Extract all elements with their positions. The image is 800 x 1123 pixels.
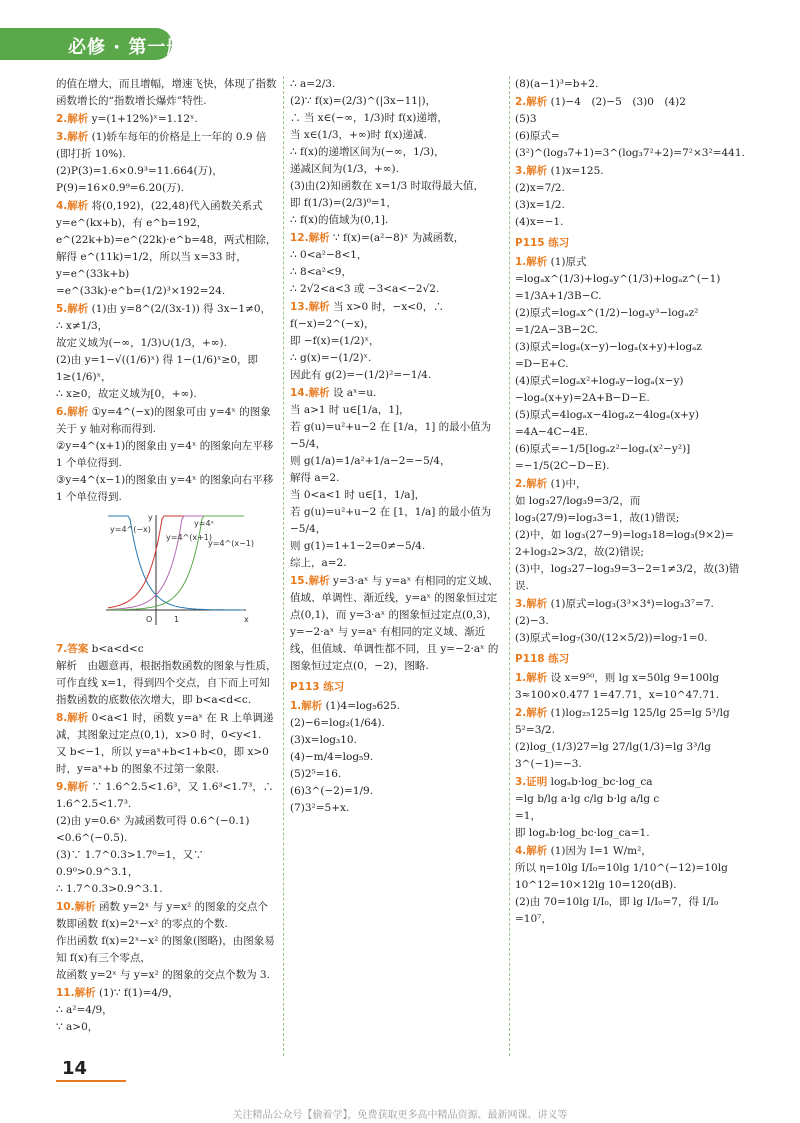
answer-text: (2)原式=logₐx^(1/2)−logₐy³−logₐz² <box>515 307 699 319</box>
answer-line <box>290 281 505 298</box>
answer-text: ∴ x≠1/3， <box>56 320 109 332</box>
answer-line <box>515 476 753 493</box>
answer-line <box>56 369 278 386</box>
answer-text: (1)x=125. <box>550 165 604 177</box>
answer-text: (2)−3. <box>515 615 549 627</box>
item-number: 3.解析 <box>56 131 89 143</box>
answer-text: =1/2A−3B−2C. <box>515 324 598 336</box>
answer-line <box>290 333 505 350</box>
answer-text: (3)x=log₃10. <box>290 734 357 746</box>
answer-text: −5/4， <box>290 523 327 535</box>
answer-line <box>515 613 753 630</box>
answer-line <box>515 163 753 180</box>
answer-text: 若 g(u)=u²+u−2 在 [1/a，1] 的最小值为 <box>290 421 492 433</box>
item-number: 14.解析 <box>290 387 330 399</box>
answer-text: 当 0<a<1 时 u∈[1，1/a]， <box>290 489 426 501</box>
answer-line <box>56 335 278 352</box>
item-number: 11.解析 <box>56 987 96 999</box>
answer-text: ∴ a=2/3. <box>290 78 336 90</box>
answer-text: (4)x=−1. <box>515 216 564 228</box>
answer-line <box>515 860 753 894</box>
answer-text: (2)中，如 log₃(27−9)=log₃18=log₃(9×2)= <box>515 529 734 541</box>
answer-text: 解析 由题意再，根据指数函数的图象与性质，可作直线 x=1，得到四个交点，自下而上可知指数函数的底数依次增大，即 b<a<d<c. <box>56 660 277 706</box>
answer-text: 解得 a=2. <box>290 472 340 484</box>
answer-line <box>515 596 753 613</box>
answer-text: 因此有 g(2)=−(1/2)²=−1/4. <box>290 369 432 381</box>
answer-text: =10⁷， <box>515 913 552 925</box>
answer-line <box>56 76 278 110</box>
answer-text: 即 −f(x)=(1/2)ˣ， <box>290 335 380 347</box>
answer-line <box>56 404 278 438</box>
answer-line <box>56 641 278 658</box>
answer-line <box>290 800 505 817</box>
answer-line <box>515 322 753 339</box>
label-y: y <box>148 513 153 522</box>
section-heading: P113 练习 <box>290 681 345 693</box>
answer-line <box>515 774 753 791</box>
answer-line <box>290 453 505 470</box>
answer-entry <box>515 670 753 704</box>
label-x: x <box>244 615 249 624</box>
answer-text: 若 g(u)=u²+u−2 在 [1，1/a] 的最小值为 <box>290 506 492 518</box>
answer-line <box>515 561 753 595</box>
item-number: 9.解析 <box>56 781 89 793</box>
answer-text: (4)原式=logₐx²+logₐy−logₐ(x−y)−logₐ(x+y)=2A+B−D−E. <box>515 375 684 404</box>
answer-line <box>290 470 505 487</box>
answer-entry <box>290 698 505 817</box>
answer-line <box>56 779 278 813</box>
book-title: 必修 · 第一册 <box>68 37 186 58</box>
answer-text: (1)由 y=8^(2/(3x-1)) 得 3x−1≠0， <box>91 303 272 315</box>
answer-line <box>290 195 505 212</box>
label-4-x: y=4ˣ <box>194 519 215 528</box>
answer-line <box>56 847 278 881</box>
answer-line <box>56 881 278 898</box>
answer-text: (1)中， <box>550 478 587 490</box>
answer-line <box>515 441 753 458</box>
answer-text: 则 g(1/a)=1/a²+1/a−2=−5/4， <box>290 455 451 467</box>
answer-text: (3)原式=logₐ(x−y)−logₐ(x+y)+logₐz <box>515 341 702 353</box>
answer-line <box>56 813 278 847</box>
answer-text: (3)中，log₃27−log₃9=3−2=1≠3/2，故(3)错误. <box>515 563 740 592</box>
answer-entry <box>56 301 278 403</box>
answer-line <box>290 555 505 572</box>
answer-text: (7)3²=5+x. <box>290 802 350 814</box>
item-number: 1.解析 <box>290 700 323 712</box>
answer-line <box>290 783 505 800</box>
page-number-underline <box>56 1080 126 1082</box>
answer-entry <box>515 76 753 93</box>
answer-line <box>56 710 278 744</box>
answer-line <box>290 385 505 402</box>
answer-line <box>290 93 505 110</box>
item-number: 15.解析 <box>290 575 330 587</box>
answer-entry <box>290 573 505 675</box>
answer-line <box>515 373 753 407</box>
answer-line <box>290 419 505 436</box>
answer-text: (3)原式=log₇(30/(12×5/2))=log₇1=0. <box>515 632 708 644</box>
answer-line <box>515 197 753 214</box>
section-heading: P118 练习 <box>515 653 570 665</box>
answer-text: 设 aˣ=u. <box>332 387 377 399</box>
item-number: 2.解析 <box>515 96 548 108</box>
label-origin: O <box>146 615 153 624</box>
answer-column-3 <box>515 76 753 929</box>
answer-entry <box>515 476 753 595</box>
answer-entry <box>515 254 753 475</box>
answer-entry <box>290 299 505 384</box>
answer-text: (1)轿车每年的价格是上一年的 0.9 倍(即打折 10%). <box>56 131 267 160</box>
answer-text: (6)原式=(3²)^(log₃7+1)=3^(log₃7²+2)=7²×3²=441. <box>515 130 745 159</box>
answer-line <box>290 732 505 749</box>
answer-line <box>290 367 505 384</box>
answer-text: (3)由(2)知函数在 x=1/3 时取得最大值， <box>290 180 485 192</box>
exponential-graphs-figure <box>96 510 256 630</box>
answer-entry <box>290 385 505 572</box>
answer-line <box>515 825 753 842</box>
answer-text: (3)∵ 1.7^0.3>1.7⁰=1，又∵ 0.9⁰>0.9^3.1， <box>56 849 204 878</box>
answer-line <box>290 402 505 419</box>
answer-text: ∴ 当 x∈(−∞，1/3)时 f(x)递增， <box>290 112 448 124</box>
answer-line <box>290 698 505 715</box>
answer-entry <box>56 129 278 197</box>
answer-text: 如 log₃27/log₃9=3/2，而 log₃(27/9)=log₃3=1，故(1)错误; <box>515 495 680 524</box>
answer-text: logₐb·log_bc·log_ca <box>550 776 653 788</box>
answer-line <box>290 299 505 333</box>
answer-text: ②y=4^(x+1)的图象由 y=4ˣ 的图象向左平移 1 个单位得到. <box>56 440 274 469</box>
answer-text: (1)∵ f(1)=4/9， <box>98 987 179 999</box>
answer-line <box>290 350 505 367</box>
label-4-x-plus-1: y=4^(x+1) <box>166 533 212 542</box>
answer-text: ∴ 2√2<a<3 或 −3<a<−2√2. <box>290 283 440 295</box>
item-number: 1.解析 <box>515 256 548 268</box>
answer-line <box>290 144 505 161</box>
label-4-x-minus-1: y=4^(x−1) <box>208 539 254 548</box>
answer-line <box>515 407 753 424</box>
column-divider <box>509 76 510 1056</box>
answer-text: =1/3A+1/3B−C. <box>515 290 602 302</box>
answer-line <box>290 504 505 521</box>
answer-entry <box>515 163 753 231</box>
column-divider <box>283 76 284 1056</box>
answer-text: 故函数 y=2ˣ 与 y=x² 的图象的交点个数为 3. <box>56 969 270 981</box>
answer-entry <box>56 404 278 640</box>
answer-text: 当 x∈(1/3，+∞)时 f(x)递减. <box>290 129 427 141</box>
answer-line <box>515 630 753 647</box>
answer-text: 当 a>1 时 u∈[1/a，1]， <box>290 404 410 416</box>
answer-text: (2)−6=log₂(1/64). <box>290 717 385 729</box>
item-number: 7.答案 <box>56 643 89 655</box>
answer-line <box>56 180 278 197</box>
answer-line <box>515 458 753 475</box>
item-number: 10.解析 <box>56 901 96 913</box>
answer-line <box>56 472 278 506</box>
item-number: 1.解析 <box>515 672 548 684</box>
answer-line <box>515 305 753 322</box>
answer-line <box>56 283 278 300</box>
answer-text: b<a<d<c <box>91 643 144 655</box>
answer-line <box>515 791 753 808</box>
answer-column-1 <box>56 76 278 1037</box>
answer-text: 设 x=9⁵⁰，则 lg x=50lg 9=100lg 3≈100×0.477 1=47.71，x=10^47.71. <box>515 672 720 701</box>
item-number: 2.解析 <box>515 707 548 719</box>
answer-text: 2+log₃2>3/2，故(2)错误; <box>515 546 644 558</box>
answer-text: ∴ 8<a²<9， <box>290 266 352 278</box>
answer-text: (2)P(3)=1.6×0.9³=11.664(万)， <box>56 165 223 177</box>
answer-text: ∴ f(x)的递增区间为(−∞，1/3)， <box>290 146 445 158</box>
answer-text: (5)原式=4logₐx−4logₐz−4logₐ(x+y) <box>515 409 699 421</box>
answer-entry <box>56 899 278 984</box>
answer-line <box>56 386 278 403</box>
answer-text: 所以 η=10lg I/I₀=10lg 1/10^(−12)=10lg 10^12=10×12lg 10=120(dB). <box>515 862 728 891</box>
answer-line <box>515 339 753 356</box>
answer-line <box>56 985 278 1002</box>
answer-line <box>56 658 278 709</box>
answer-text: (4)−m/4=log₅9. <box>290 751 374 763</box>
answer-text: =4A−4C−4E. <box>515 426 589 438</box>
answer-line <box>290 436 505 453</box>
answer-text: (1)原式=logₐx^(1/3)+logₐy^(1/3)+logₐz^(−1) <box>515 256 721 285</box>
answer-line <box>290 178 505 195</box>
answer-text: ∴ f(x)的值域为(0,1]. <box>290 214 389 226</box>
answer-text: (1)因为 I=1 W/m²， <box>550 845 652 857</box>
answer-text: ∵ a>0， <box>56 1021 99 1033</box>
item-number: 3.解析 <box>515 165 548 177</box>
answer-entry <box>290 230 505 298</box>
answer-text: (2)log_(1/3)27=lg 27/lg(1/3)=lg 3³/lg 3^(−1)=−3. <box>515 741 711 770</box>
answer-line <box>290 538 505 555</box>
answer-text: (2)由 y=0.6ˣ 为减函数可得 0.6^(−0.1)<0.6^(−0.5). <box>56 815 250 844</box>
answer-line <box>515 214 753 231</box>
answer-line <box>56 352 278 369</box>
answer-text: 又 b<−1，所以 y=aˣ+b<1+b<0，即 x>0 时，y=aˣ+b 的图象不过第一象限. <box>56 746 269 775</box>
answer-entry <box>290 76 505 229</box>
answer-line <box>56 129 278 163</box>
answer-column-2 <box>290 76 505 818</box>
answer-text: 0<a<1 时，函数 y=aˣ 在 R 上单调递减，其图象过定点(0,1)，x>0 时，0<y<1. <box>56 712 274 741</box>
answer-line <box>290 573 505 675</box>
answer-line <box>290 766 505 783</box>
answer-text: =1， <box>515 810 541 822</box>
answer-entry <box>56 198 278 300</box>
answer-line <box>56 438 278 472</box>
answer-line <box>56 111 278 128</box>
item-number: 3.证明 <box>515 776 548 788</box>
answer-line <box>56 318 278 335</box>
answer-text: =e^(33k)·e^b=(1/2)³×192=24. <box>56 285 226 297</box>
answer-line <box>515 705 753 739</box>
answer-line <box>56 744 278 778</box>
answer-line <box>56 933 278 967</box>
answer-text: =lg b/lg a·lg c/lg b·lg a/lg c <box>515 793 660 805</box>
footer-notice: 关注精品公众号【偷着学】，免费获取更多高中精品资源、最新网课、讲义等 <box>232 1110 568 1121</box>
answer-line <box>515 424 753 441</box>
answer-line <box>515 808 753 825</box>
item-number: 5.解析 <box>56 303 89 315</box>
answer-line <box>515 356 753 373</box>
answer-line <box>515 527 753 544</box>
answer-text: −5/4， <box>290 438 327 450</box>
answer-entry <box>515 94 753 162</box>
answer-text: =D−E+C. <box>515 358 569 370</box>
answer-text: 函数 y=2ˣ 与 y=x² 的图象的交点个数即函数 f(x)=2ˣ−x² 的零点的个数. <box>56 901 269 930</box>
answer-line <box>515 493 753 527</box>
answer-text: ∵ 1.6^2.5<1.6³，又 1.6³<1.7³，∴ 1.6^2.5<1.7³. <box>56 781 274 810</box>
answer-line <box>515 111 753 128</box>
answer-line <box>56 899 278 933</box>
answer-line <box>56 163 278 180</box>
answer-text: 故定义域为(−∞，1/3)∪(1/3，+∞). <box>56 337 227 349</box>
answer-entry <box>515 705 753 773</box>
item-number: 2.解析 <box>515 478 548 490</box>
answer-line <box>290 521 505 538</box>
answer-text: (1)原式=log₃(3³×3⁴)=log₃3⁷=7. <box>550 598 714 610</box>
answer-text: 递减区间为(1/3，+∞). <box>290 163 399 175</box>
item-number: 2.解析 <box>56 113 89 125</box>
answer-text: ∴ 1.7^0.3>0.9^3.1. <box>56 883 163 895</box>
answer-line <box>290 127 505 144</box>
answer-line <box>515 254 753 288</box>
answer-line <box>515 843 753 860</box>
answer-text: ③y=4^(x−1)的图象由 y=4ˣ 的图象向右平移 1 个单位得到. <box>56 474 274 503</box>
answer-line <box>56 1019 278 1036</box>
answer-line <box>515 76 753 93</box>
answer-text: 1≥(1/6)ˣ， <box>56 371 112 383</box>
answer-text: (5)2⁵=16. <box>290 768 342 780</box>
item-number: 6.解析 <box>56 406 89 418</box>
answer-text: ∴ x≥0，故定义域为[0，+∞). <box>56 388 197 400</box>
page-number: 14 <box>62 1058 88 1079</box>
answer-line <box>290 76 505 93</box>
label-4-neg-x: y=4^(−x) <box>110 525 151 534</box>
answer-line <box>515 180 753 197</box>
answer-text: (2)由 70=10lg I/I₀，即 lg I/I₀=7，得 I/I₀ <box>515 896 719 908</box>
item-number: 3.解析 <box>515 598 548 610</box>
answer-line <box>515 911 753 928</box>
item-number: 13.解析 <box>290 301 330 313</box>
answer-entry <box>56 985 278 1036</box>
answer-line <box>56 1002 278 1019</box>
answer-line <box>290 212 505 229</box>
answer-line <box>515 739 753 773</box>
answer-entry <box>56 111 278 128</box>
answer-entry <box>56 779 278 898</box>
item-number: 4.解析 <box>515 845 548 857</box>
answer-text: (2)由 y=1−√((1/6)ˣ) 得 1−(1/6)ˣ≥0，即 <box>56 354 259 366</box>
answer-entry <box>56 76 278 110</box>
answer-text: 综上，a=2. <box>290 557 347 569</box>
answer-text: (3)x=1/2. <box>515 199 565 211</box>
answer-line <box>290 161 505 178</box>
answer-text: (8)(a−1)³=b+2. <box>515 78 599 90</box>
answer-text: (6)3^(−2)=1/9. <box>290 785 374 797</box>
answer-line <box>56 301 278 318</box>
answer-text: 即 logₐb·log_bc·log_ca=1. <box>515 827 650 839</box>
answer-line <box>515 670 753 704</box>
answer-text: =−1/5(2C−D−E). <box>515 460 610 472</box>
answer-text: ∴ 0<a²−8<1， <box>290 249 368 261</box>
answer-entry <box>56 641 278 709</box>
answer-text: ∴ a²=4/9， <box>56 1004 113 1016</box>
answer-text: 则 g(1)=1+1−2=0≠−5/4. <box>290 540 426 552</box>
answer-text: (6)原式=−1/5[logₐz²−logₐ(x²−y²)] <box>515 443 691 455</box>
answer-text: y=(1+12%)ˣ=1.12ˣ. <box>91 113 198 125</box>
answer-text: (1)log₂₅125=lg 125/lg 25=lg 5³/lg 5²=3/2. <box>515 707 730 736</box>
section-heading: P115 练习 <box>515 237 570 249</box>
answer-line <box>515 544 753 561</box>
answer-line <box>515 894 753 911</box>
answer-line <box>290 247 505 264</box>
answer-text: (2)x=7/2. <box>515 182 565 194</box>
answer-line <box>515 288 753 305</box>
answer-line <box>515 128 753 162</box>
answer-entry <box>56 710 278 778</box>
answer-line <box>290 749 505 766</box>
answer-line <box>515 94 753 111</box>
answer-text: ①y=4^(−x)的图象可由 y=4ˣ 的图象关于 y 轴对称而得到. <box>56 406 271 435</box>
answer-line <box>290 230 505 247</box>
answer-text: 的值在增大，而且增幅，增速飞快，体现了指数函数增长的“指数增长爆炸”特性. <box>56 78 277 107</box>
answer-text: ∴ g(x)=−(1/2)ˣ. <box>290 352 372 364</box>
answer-line <box>56 967 278 984</box>
answer-line <box>290 110 505 127</box>
label-one: 1 <box>174 615 180 624</box>
item-number: 8.解析 <box>56 712 89 724</box>
answer-text: y=3·aˣ 与 y=aˣ 有相同的定义域、值域、单调性、渐近线，y=aˣ 的图象恒过定点(0,1)，而 y=3·aˣ 的图象恒过定点(0,3)，y=−2·aˣ 与 y=aˣ 有相同的定义域、渐近线，但值域、单调性都不同，且 y=−2·aˣ 的图象恒过定点(0，−2)，图略. <box>290 575 499 672</box>
answer-text: (2)∵ f(x)=(2/3)^(|3x−11|)， <box>290 95 437 107</box>
answer-line <box>56 198 278 283</box>
answer-text: 即 f(1/3)=(2/3)⁰=1， <box>290 197 397 209</box>
answer-line <box>290 715 505 732</box>
item-number: 12.解析 <box>290 232 330 244</box>
answer-entry <box>515 596 753 647</box>
item-number: 4.解析 <box>56 200 89 212</box>
answer-text: 当 x>0 时，−x<0，∴ f(−x)=2^(−x)， <box>290 301 444 330</box>
answer-text: (1)−4 (2)−5 (3)0 (4)2 <box>550 96 686 108</box>
answer-text: (5)3 <box>515 113 537 125</box>
answer-line <box>290 264 505 281</box>
answer-entry <box>515 843 753 928</box>
answer-text: 作出函数 f(x)=2ˣ−x² 的图象(图略)，由图象易知 f(x)有三个零点， <box>56 935 275 964</box>
answer-text: 将(0,192)，(22,48)代入函数关系式 y=e^(kx+b)，有 e^b=192，e^(22k+b)=e^(22k)·e^b=48，两式相除，解得 e^(11k)=1/2，所以当 x=33 时，y=e^(33k+b) <box>56 200 277 280</box>
answer-text: (1)4=log₅625. <box>325 700 400 712</box>
answer-entry <box>515 774 753 842</box>
answer-text: ∵ f(x)=(a²−8)ˣ 为减函数， <box>332 232 465 244</box>
answer-text: P(9)=16×0.9⁹=6.20(万). <box>56 182 185 194</box>
answer-line <box>290 487 505 504</box>
